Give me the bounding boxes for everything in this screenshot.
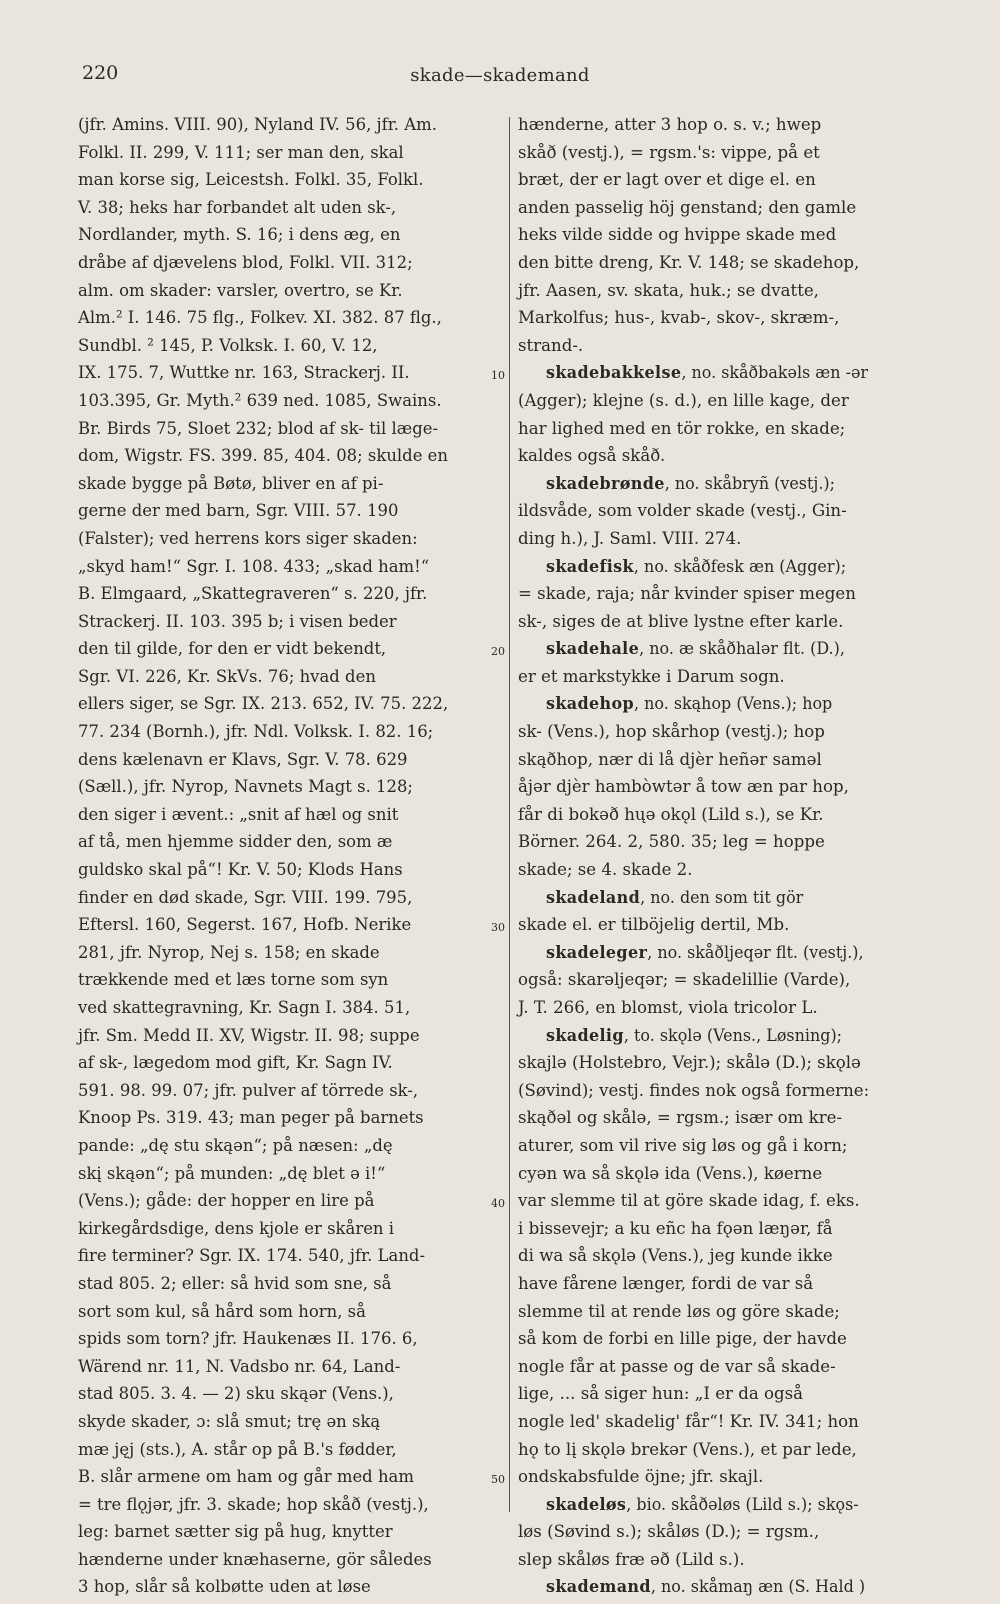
- entry-text: , no. den som tit gör: [640, 887, 804, 908]
- entry-text: skąðhop, nær di lå djèr heñər saməl: [518, 749, 822, 770]
- text-line: stad 805. 2; eller: så hvid som sne, så: [78, 1273, 392, 1294]
- text-line: dom, Wigstr. FS. 399. 85, 404. 08; skulde en: [78, 446, 449, 467]
- text-line: Nordlander, myth. S. 16; i dens æg, en: [78, 225, 401, 246]
- entry-text: , no. skåmaŋ æn (S. Hald ): [650, 1577, 866, 1598]
- text-line: [518, 498, 950, 526]
- entry-text: åjər djèr hambòwtər å tow æn par hop,: [518, 777, 849, 798]
- text-line: [518, 140, 950, 168]
- text-line: B. slår armene om ham og går med ham: [78, 1467, 414, 1488]
- entry-text: J. T. 266, en blomst, viola tricolor L.: [518, 998, 818, 1018]
- entry-text: (Agger); klejne (s. d.), en lille kage, der: [518, 390, 849, 411]
- text-line: 103.395, Gr. Myth.² 639 ned. 1085, Swains.: [78, 390, 442, 411]
- entry-text: skade; se 4. skade 2.: [518, 860, 693, 881]
- text-line: Eftersl. 160, Segerst. 167, Hofb. Nerike: [78, 915, 412, 936]
- text-line: [518, 802, 950, 830]
- text-line: [518, 1133, 950, 1161]
- text-line: [518, 1354, 950, 1382]
- entry-text: (Søvind); vestj. findes nok også formerne:: [518, 1080, 870, 1101]
- entry-text: , bio. skåðəløs (Lild s.); skǫs-: [626, 1494, 859, 1515]
- line-number: 20: [491, 645, 505, 659]
- text-line: [518, 1243, 950, 1271]
- text-line: Br. Birds 75, Sloet 232; blod af sk- til læge-: [78, 418, 439, 439]
- entry-headword: skadeland: [545, 887, 641, 908]
- text-line: [518, 112, 950, 140]
- entry-text: have fårene længer, fordi de var så: [518, 1273, 814, 1294]
- text-line: 77. 234 (Bornh.), jfr. Ndl. Volksk. I. 82. 16;: [78, 722, 434, 743]
- line-number: 40: [491, 1197, 505, 1211]
- entry-line: [518, 1023, 933, 1051]
- text-line: [518, 526, 950, 554]
- text-line: [518, 1105, 950, 1133]
- text-line: [518, 278, 950, 306]
- text-line: = tre flǫjər, jfr. 3. skade; hop skåð (vestj.),: [78, 1494, 429, 1515]
- text-line: [518, 857, 950, 885]
- text-line: jfr. Sm. Medd II. XV, Wigstr. II. 98; suppe: [78, 1025, 420, 1046]
- text-line: skade bygge på Bøtø, bliver en af pi-: [78, 473, 384, 494]
- text-line: [518, 967, 950, 995]
- text-line: ved skattegravning, Kr. Sagn I. 384. 51,: [78, 998, 411, 1018]
- entry-text: ildsvåde, som volder skade (vestj., Gin-: [518, 501, 847, 522]
- right-column: [518, 112, 963, 1602]
- text-line: Knoop Ps. 319. 43; man peger på barnets: [78, 1108, 424, 1129]
- entry-text: , no. skåðfesk æn (Agger);: [633, 556, 847, 577]
- text-line: [518, 195, 950, 223]
- text-line: [518, 912, 950, 940]
- entry-text: skade el. er tilböjelig dertil, Mb.: [518, 915, 790, 936]
- text-line: [518, 829, 950, 857]
- entry-headword: skadebrønde: [545, 473, 665, 494]
- text-line: Sundbl. ² 145, P. Volksk. I. 60, V. 12,: [78, 335, 378, 356]
- entry-text: di wa så skǫlə (Vens.), jeg kunde ikke: [518, 1246, 833, 1267]
- entry-headword: skadefisk: [545, 556, 634, 577]
- page-header: [0, 62, 1000, 92]
- text-line: (Falster); ved herrens kors siger skaden:: [78, 528, 418, 549]
- text-line: [518, 1299, 950, 1327]
- entry-line: [518, 360, 933, 388]
- text-line: dråbe af djævelens blod, Folkl. VII. 312;: [78, 252, 413, 273]
- text-line: [518, 250, 950, 278]
- text-line: leg: barnet sætter sig på hug, knytter: [78, 1522, 393, 1543]
- entry-text: slep skåløs fræ əð (Lild s.).: [518, 1549, 745, 1570]
- text-line: [518, 1188, 950, 1216]
- text-line: [518, 581, 950, 609]
- entry-line: [518, 1574, 933, 1602]
- entry-line: [518, 940, 933, 968]
- running-head: skade—skademand: [410, 65, 590, 86]
- text-line: pande: „dę stu skąən“; på næsen: „dę: [78, 1135, 393, 1156]
- entry-text: i bissevejr; a ku eñc ha fǫən læŋər, få: [518, 1218, 833, 1239]
- text-line: trækkende med et læs torne som syn: [78, 970, 389, 991]
- text-line: mæ jęj (sts.), A. står op på B.'s fødder,: [78, 1439, 397, 1460]
- text-line: [518, 1519, 950, 1547]
- entry-text: , no. skåðljeqər flt. (vestj.),: [647, 942, 864, 963]
- text-line: fire terminer? Sgr. IX. 174. 540, jfr. Land-: [78, 1246, 426, 1267]
- line-number: 10: [491, 369, 505, 383]
- text-line: [518, 1271, 950, 1299]
- text-line: man korse sig, Leicestsh. Folkl. 35, Folkl.: [78, 170, 424, 191]
- entry-headword: skadeleger: [545, 942, 648, 963]
- entry-line: [518, 636, 933, 664]
- text-line: skyde skader, ɔ: slå smut; trę ən ską: [78, 1411, 381, 1432]
- entry-line: [518, 885, 933, 913]
- text-line: [518, 1437, 950, 1465]
- entry-text: aturer, som vil rive sig løs og gå i korn;: [518, 1135, 848, 1156]
- entry-text: cyən wa så skǫlə ida (Vens.), køerne: [518, 1163, 823, 1184]
- text-line: Sgr. VI. 226, Kr. SkVs. 76; hvad den: [78, 666, 376, 687]
- text-line: [518, 609, 950, 637]
- entry-text: Börner. 264. 2, 580. 35; leg = hoppe: [518, 832, 825, 853]
- text-line: ellers siger, se Sgr. IX. 213. 652, IV. 75. 222,: [78, 694, 449, 715]
- text-line: [518, 388, 950, 416]
- entry-text: nogle får at passe og de var så skade-: [518, 1356, 836, 1377]
- text-line: [518, 167, 950, 195]
- entry-text: ondskabsfulde öjne; jfr. skajl.: [518, 1467, 764, 1488]
- entry-text: løs (Søvind s.); skåløs (D.); = rgsm.,: [518, 1522, 820, 1543]
- text-line: [518, 774, 950, 802]
- entry-text: nogle led' skadelig' får“! Kr. IV. 341; hon: [518, 1411, 859, 1432]
- entry-text: slemme til at rende løs og göre skade;: [518, 1301, 840, 1322]
- text-line: Alm.² I. 146. 75 flg., Folkev. XI. 382. 87 flg.,: [78, 308, 442, 329]
- text-line: [518, 305, 950, 333]
- text-line: guldsko skal på“! Kr. V. 50; Klods Hans: [78, 860, 403, 881]
- text-line: [518, 1326, 950, 1354]
- entry-text: sk- (Vens.), hop skårhop (vestj.); hop: [518, 722, 825, 743]
- text-line: [518, 1161, 950, 1189]
- text-line: [518, 1078, 950, 1106]
- entry-text: , no. æ skåðhalər flt. (D.),: [639, 639, 845, 660]
- line-number: 50: [491, 1473, 505, 1487]
- text-line: finder en død skade, Sgr. VIII. 199. 795,: [78, 887, 413, 908]
- entry-text: var slemme til at göre skade idag, f. eks.: [518, 1191, 860, 1212]
- entry-headword: skadehop: [545, 694, 634, 715]
- text-line: B. Elmgaard, „Skattegraveren“ s. 220, jfr.: [78, 584, 428, 605]
- entry-headword: skadebakkelse: [545, 363, 682, 384]
- text-line: 591. 98. 99. 07; jfr. pulver af törrede sk-,: [78, 1080, 419, 1101]
- text-line: IX. 175. 7, Wuttke nr. 163, Strackerj. II.: [78, 363, 410, 384]
- entry-text: hǫ to lį skǫlə brekər (Vens.), et par lede,: [518, 1439, 857, 1460]
- text-line: „skyd ham!“ Sgr. I. 108. 433; „skad ham!“: [78, 556, 430, 577]
- line-number: 30: [491, 921, 505, 935]
- entry-headword: skadelig: [545, 1025, 624, 1046]
- entry-text: hænderne, atter 3 hop o. s. v.; hwep: [518, 115, 822, 135]
- text-line: kirkegårdsdige, dens kjole er skåren i: [78, 1218, 395, 1239]
- text-line: [518, 333, 950, 361]
- text-line: [518, 1050, 950, 1078]
- text-line: [518, 1409, 950, 1437]
- entry-text: skajlə (Holstebro, Vejr.); skålə (D.); skǫlə: [518, 1053, 861, 1074]
- entry-text: Markolfus; hus-, kvab-, skov-, skræm-,: [518, 308, 840, 329]
- entry-text: ding h.), J. Saml. VIII. 274.: [518, 528, 742, 549]
- entry-line: [518, 1492, 933, 1520]
- text-line: dens kælenavn er Klavs, Sgr. V. 78. 629: [78, 749, 408, 770]
- entry-text: lige, ... så siger hun: „I er da også: [518, 1384, 804, 1405]
- entry-text: , no. skąhop (Vens.); hop: [633, 694, 833, 715]
- text-line: 3 hop, slår så kolbøtte uden at løse: [78, 1577, 371, 1598]
- text-line: [518, 1547, 950, 1575]
- text-line: stad 805. 3. 4. — 2) sku skąər (Vens.),: [78, 1384, 394, 1405]
- text-line: alm. om skader: varsler, overtro, se Kr.: [78, 280, 403, 301]
- text-line: [518, 1464, 950, 1492]
- text-line: [518, 995, 950, 1023]
- text-line: gerne der med barn, Sgr. VIII. 57. 190: [78, 501, 399, 522]
- text-line: (Sæll.), jfr. Nyrop, Navnets Magt s. 128;: [78, 777, 413, 798]
- entry-headword: skadeløs: [545, 1494, 627, 1515]
- text-line: hænderne under knæhaserne, gör således: [78, 1549, 432, 1570]
- page-number: 220: [82, 62, 119, 84]
- text-line: af sk-, lægedom mod gift, Kr. Sagn IV.: [78, 1053, 393, 1074]
- entry-text: heks vilde sidde og hvippe skade med: [518, 225, 837, 246]
- entry-text: sk-, siges de at blive lystne efter karle.: [518, 611, 844, 632]
- entry-line: [518, 554, 933, 582]
- text-line: Wärend nr. 11, N. Vadsbo nr. 64, Land-: [78, 1356, 401, 1377]
- text-line: sort som kul, så hård som horn, så: [78, 1301, 366, 1322]
- entry-text: , no. skåbryñ (vestj.);: [664, 473, 835, 494]
- left-column: [78, 112, 506, 1602]
- text-line: [518, 416, 950, 444]
- text-line: Folkl. II. 299, V. 111; ser man den, skal: [78, 142, 404, 163]
- text-line: skį skąən“; på munden: „dę blet ə i!“: [78, 1163, 386, 1184]
- text-line: af tå, men hjemme sidder den, som æ: [78, 832, 393, 853]
- text-line: Strackerj. II. 103. 395 b; i visen beder: [78, 611, 397, 632]
- entry-text: strand-.: [518, 335, 584, 356]
- entry-headword: skademand: [545, 1577, 651, 1598]
- entry-text: så kom de forbi en lille pige, der havde: [518, 1329, 847, 1350]
- text-line: 281, jfr. Nyrop, Nej s. 158; en skade: [78, 942, 380, 963]
- entry-line: [518, 691, 933, 719]
- text-line: den siger i ævent.: „snit af hæl og snit: [78, 804, 399, 825]
- text-line: spids som torn? jfr. Haukenæs II. 176. 6,: [78, 1329, 418, 1350]
- text-line: (Vens.); gåde: der hopper en lire på: [78, 1191, 375, 1212]
- entry-text: skåð (vestj.), = rgsm.'s: vippe, på et: [518, 142, 820, 163]
- entry-text: anden passelig höj genstand; den gamle: [518, 197, 857, 218]
- entry-line: [518, 471, 933, 499]
- text-line: [518, 222, 950, 250]
- entry-text: jfr. Aasen, sv. skata, huk.; se dvatte,: [518, 280, 819, 301]
- column-divider: [509, 117, 510, 1512]
- text-line: V. 38; heks har forbandet alt uden sk-,: [78, 197, 397, 218]
- entry-text: bræt, der er lagt over et dige el. en: [518, 170, 816, 191]
- text-line: [518, 443, 950, 471]
- entry-text: har lighed med en tör rokke, en skade;: [518, 418, 846, 439]
- text-line: [518, 719, 950, 747]
- entry-text: kaldes også skåð.: [518, 446, 666, 467]
- entry-text: også: skarəljeqər; = skadelillie (Varde),: [518, 970, 851, 991]
- text-line: [518, 1216, 950, 1244]
- entry-text: er et markstykke i Darum sogn.: [518, 666, 785, 687]
- text-line: den til gilde, for den er vidt bekendt,: [78, 639, 387, 660]
- text-line: [518, 1381, 950, 1409]
- entry-text: får di bokəð hųə okǫl (Lild s.), se Kr.: [518, 804, 824, 825]
- text-line: (jfr. Amins. VIII. 90), Nyland IV. 56, jfr. Am.: [78, 115, 437, 135]
- entry-text: , to. skǫlə (Vens., Løsning);: [623, 1025, 843, 1046]
- entry-text: skąðəl og skålə, = rgsm.; især om kre-: [518, 1108, 843, 1129]
- entry-text: , no. skåðbakəls æn -ər: [681, 363, 869, 384]
- entry-text: den bitte dreng, Kr. V. 148; se skadehop,: [518, 252, 860, 273]
- text-line: [518, 664, 950, 692]
- entry-headword: skadehale: [545, 639, 640, 660]
- entry-text: = skade, raja; når kvinder spiser megen: [518, 584, 856, 605]
- text-line: [518, 747, 950, 775]
